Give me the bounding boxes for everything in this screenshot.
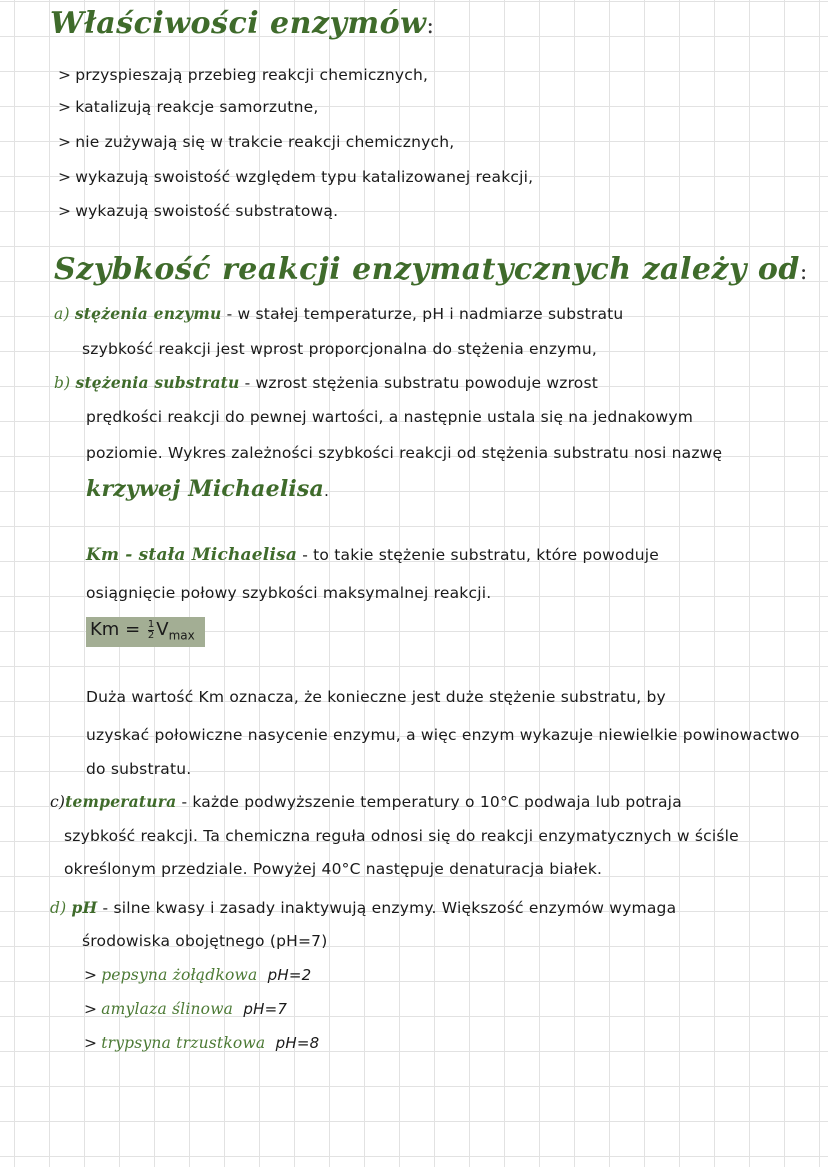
bullet-arrow-icon: >	[58, 98, 72, 116]
point-term: stężenia substratu	[75, 373, 240, 392]
point-text: - w stałej temperaturze, pH i nadmiarze substratu	[221, 305, 624, 323]
list-item	[58, 98, 318, 116]
point-term: pH	[71, 898, 98, 917]
km-note-line1: Duża wartość Km oznacza, że konieczne jest duże stężenie substratu, by	[86, 688, 666, 706]
michaelis-curve-term: krzywej Michaelisa	[86, 476, 324, 502]
list-item-text: wykazują swoistość względem typu katalizowanej reakcji,	[75, 168, 534, 186]
list-item	[58, 202, 338, 220]
fraction-denominator: 2	[147, 629, 155, 641]
formula-fraction	[148, 620, 154, 641]
km-note-line2: uzyskać połowiczne nasycenie enzymu, a więc enzym wykazuje niewielkie powinowactwo	[86, 726, 800, 744]
bullet-arrow-icon: >	[58, 133, 72, 151]
point-c-line2: szybkość reakcji. Ta chemiczna reguła odnosi się do reakcji enzymatycznych w ściśle	[64, 827, 739, 845]
point-c-line1	[50, 792, 682, 811]
point-a-line2: szybkość reakcji jest wprost proporcjonalna do stężenia enzymu,	[82, 340, 597, 358]
point-marker: a)	[54, 305, 70, 323]
point-text: - silne kwasy i zasady inaktywują enzymy. Większość enzymów wymaga	[97, 899, 677, 917]
list-item	[58, 168, 533, 186]
ph-example-item	[84, 966, 311, 984]
point-marker: d)	[50, 899, 67, 917]
point-text: - wzrost stężenia substratu powoduje wzrost	[239, 374, 599, 392]
enzyme-name: amylaza ślinowa	[101, 1000, 234, 1018]
point-b-line3: poziomie. Wykres zależności szybkości reakcji od stężenia substratu nosi nazwę	[86, 444, 723, 462]
ph-example-item	[84, 1000, 287, 1018]
enzyme-name: trypsyna trzustkowa	[101, 1034, 266, 1052]
bullet-arrow-icon: >	[84, 966, 98, 984]
list-item-text: katalizują reakcje samorzutne,	[75, 98, 319, 116]
enzyme-ph: pH=7	[243, 1000, 288, 1018]
bullet-arrow-icon: >	[84, 1000, 98, 1018]
bullet-arrow-icon: >	[58, 168, 72, 186]
enzyme-name: pepsyna żołądkowa	[101, 966, 258, 984]
ph-example-item	[84, 1034, 319, 1052]
km-formula-highlight	[86, 617, 205, 647]
formula-equals: =	[125, 619, 141, 640]
point-term: temperatura	[65, 792, 177, 811]
km-term: Km - stała Michaelisa	[86, 545, 298, 565]
point-b-line2: prędkości reakcji do pewnej wartości, a następnie ustala się na jednakowym	[86, 408, 694, 426]
section-title-enzyme-properties	[50, 6, 434, 41]
bullet-arrow-icon: >	[58, 66, 72, 84]
km-note-line3: do substratu.	[86, 760, 192, 778]
km-definition-line2: osiągnięcie połowy szybkości maksymalnej reakcji.	[86, 584, 492, 602]
title-colon: :	[426, 14, 435, 39]
fraction-numerator: 1	[147, 618, 155, 630]
point-d-line2: środowiska obojętnego (pH=7)	[82, 932, 328, 950]
list-item	[58, 133, 454, 151]
formula-rhs: V	[156, 619, 169, 640]
enzyme-ph: pH=8	[275, 1034, 320, 1052]
title-colon: :	[799, 260, 808, 285]
period: .	[323, 482, 330, 500]
title-text: Właściwości enzymów	[50, 6, 427, 41]
point-b-line4	[86, 476, 329, 502]
point-c-line3: określonym przedziale. Powyżej 40°C następuje denaturacja białek.	[64, 860, 603, 878]
point-b-line1	[54, 373, 598, 392]
section-title-reaction-rate	[54, 252, 808, 287]
point-text: - każde podwyższenie temperatury o 10°C podwaja lub potraja	[176, 793, 682, 811]
bullet-arrow-icon: >	[84, 1034, 98, 1052]
point-marker: c)	[50, 793, 66, 811]
list-item	[58, 66, 428, 84]
list-item-text: przyspieszają przebieg reakcji chemicznych,	[75, 66, 429, 84]
point-term: stężenia enzymu	[74, 304, 222, 323]
enzyme-ph: pH=2	[267, 966, 312, 984]
list-item-text: wykazują swoistość substratową.	[75, 202, 339, 220]
title-text: Szybkość reakcji enzymatycznych zależy od	[54, 252, 800, 287]
formula-subscript: max	[168, 628, 195, 643]
list-item-text: nie zużywają się w trakcie reakcji chemicznych,	[75, 133, 455, 151]
formula-lhs: Km	[90, 619, 120, 640]
point-a-line1	[54, 304, 623, 323]
point-marker: b)	[54, 374, 71, 392]
point-d-line1	[50, 898, 676, 917]
bullet-arrow-icon: >	[58, 202, 72, 220]
km-definition-line1	[86, 545, 659, 565]
km-text: - to takie stężenie substratu, które powoduje	[297, 546, 660, 564]
